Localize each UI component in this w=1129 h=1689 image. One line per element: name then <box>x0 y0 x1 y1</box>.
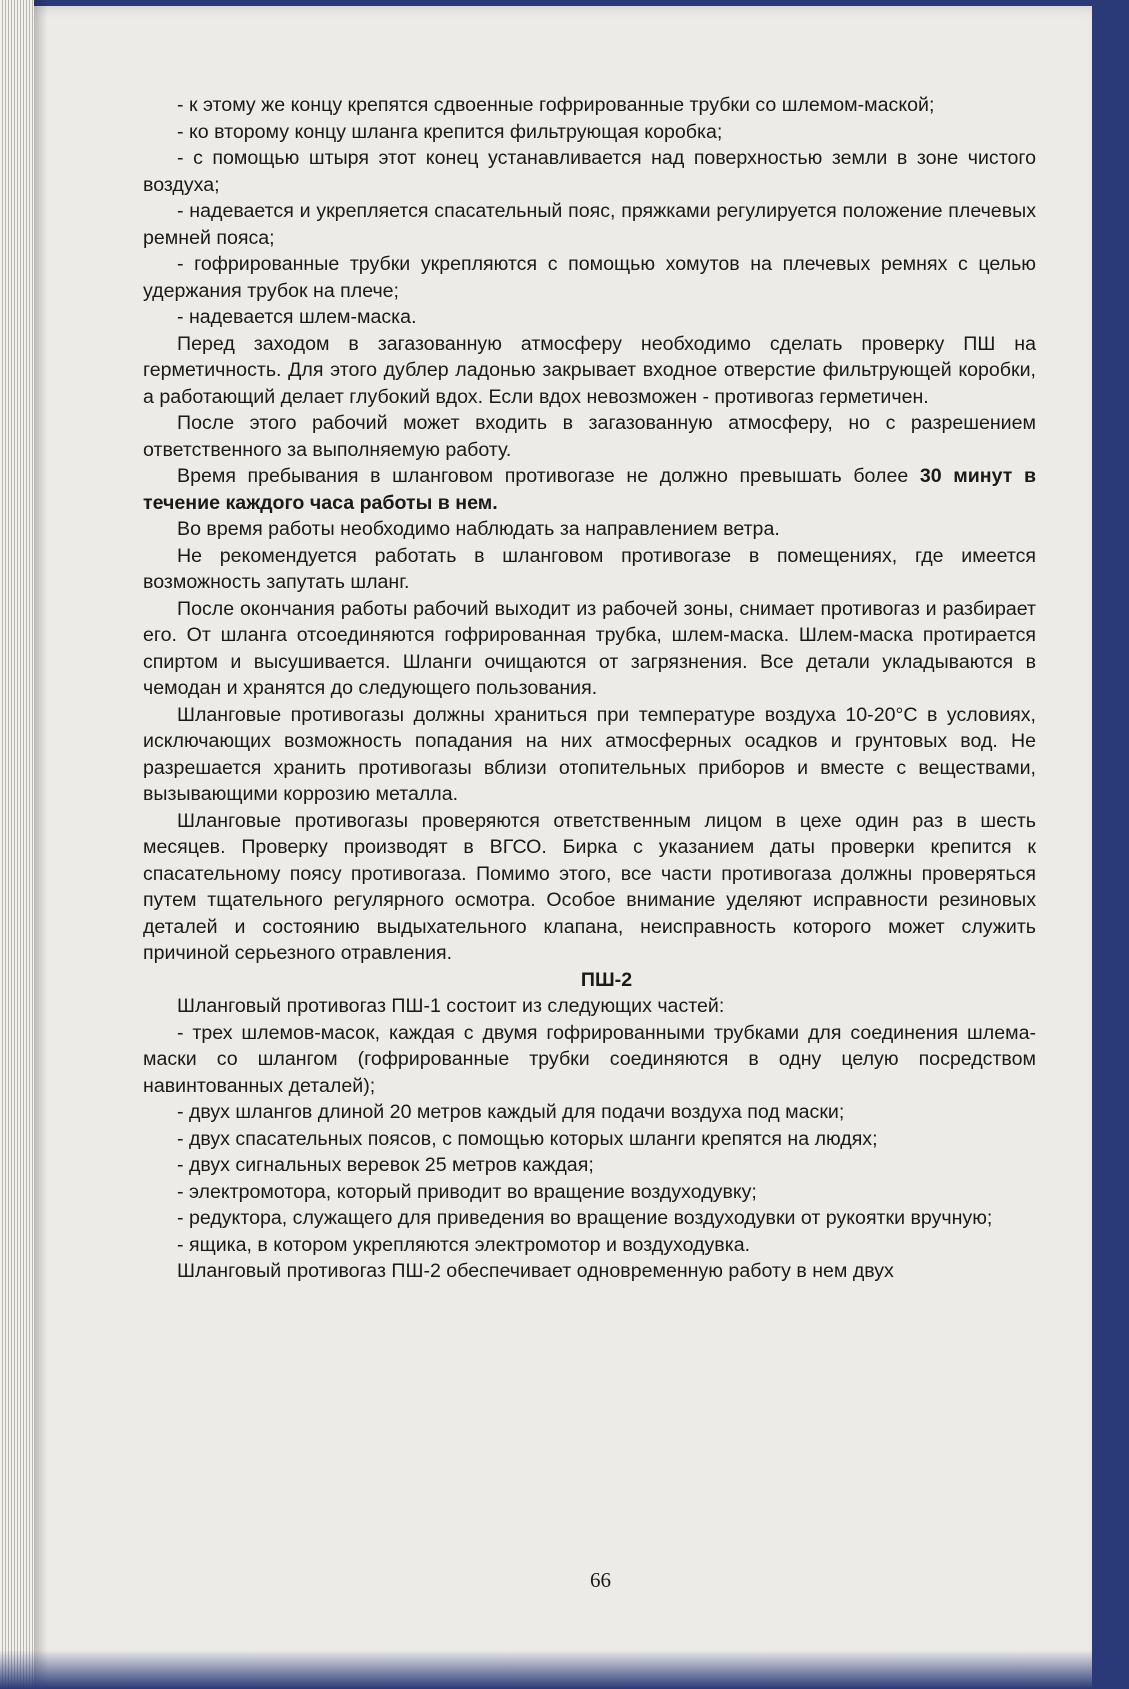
list-item: - ящика, в котором укрепляются электромотор и воздуходувка. <box>177 1233 751 1256</box>
list-item: - двух шлангов длиной 20 метров каждый для подачи воздуха под маски; <box>177 1101 845 1123</box>
page-edges <box>0 0 34 1689</box>
paragraph: - надевается и укрепляется спасательный пояс, пряжками регулируется положение плечевых ремней пояса; <box>143 200 1036 249</box>
page-number: 66 <box>590 1568 611 1592</box>
paragraph: - гофрированные трубки укрепляются с помощью хомутов на плечевых ремнях с целью удержания трубок на плече; <box>143 253 1036 302</box>
time-limit-bold: 30 минут в течение каждого часа работы в нем. <box>143 465 1036 514</box>
list-item: - редуктора, служащего для приведения во вращение воздуходувки от рукоятки вручную; <box>177 1207 993 1229</box>
scan-background <box>0 1650 1129 1689</box>
list-item: - трех шлемов-масок, каждая с двумя гофрированными трубками для соединения шлема-маски со шлангом (гофрированные трубки соединяются в одну целую посредством навинтованных деталей); <box>143 1021 1036 1097</box>
paragraph: - с помощью штыря этот конец устанавливается над поверхностью земли в зоне чистого воздуха; <box>143 147 1036 196</box>
paragraph: Шланговый противогаз ПШ-2 обеспечивает одновременную работу в нем двух <box>177 1260 894 1282</box>
paragraph: После окончания работы рабочий выходит из рабочей зоны, снимает противогаз и разбирает его. От шланга отсоединяются гофрированная трубка, шлем-маска. Шлем-маска протирается спиртом и высушивается. Шланги очищаются от загрязнения. Все детали укладываются в чемодан и хранятся до следующего пользования. <box>143 597 1036 699</box>
paragraph: - надевается шлем-маска. <box>177 306 417 328</box>
paragraph: Шланговый противогаз ПШ-1 состоит из следующих частей: <box>177 995 725 1017</box>
time-limit-lead: Время пребывания в шланговом противогазе не должно превышать более <box>177 465 920 487</box>
paragraph: - к этому же концу крепятся сдвоенные гофрированные трубки со шлемом-маской; <box>177 94 935 116</box>
paragraph: Шланговые противогазы проверяются ответственным лицом в цехе один раз в шесть месяцев. Проверку производят в ВГСО. Бирка с указанием даты проверки крепится к спасательному поясу противогаза. Помимо этого, все части противогаза должны проверяться путем тщательного регулярного осмотра. Особое внимание уделяют исправности резиновых деталей и состоянию выдыхательного клапана, неисправность которого может служить причиной серьезного отравления. <box>143 809 1036 964</box>
paragraph: Во время работы необходимо наблюдать за направлением ветра. <box>177 518 780 540</box>
paragraph: Не рекомендуется работать в шланговом противогазе в помещениях, где имеется возможность запутать шланг. <box>143 544 1036 593</box>
paragraph: Шланговые противогазы должны храниться при температуре воздуха 10-20°С в условиях, исключающих возможность попадания на них атмосферных осадков и грунтовых вод. Не разрешается хранить противогазы вблизи отопительных приборов и вместе с веществами, вызывающими коррозию металла. <box>143 703 1036 805</box>
text-block <box>143 92 1036 1285</box>
list-item: - двух сигнальных веревок 25 метров каждая; <box>177 1154 594 1176</box>
paragraph: После этого рабочий может входить в загазованную атмосферу, но с разрешением ответственного за выполняемую работу. <box>143 412 1036 461</box>
list-item: - двух спасательных поясов, с помощью которых шланги крепятся на людях; <box>177 1127 878 1150</box>
section-heading: ПШ-2 <box>580 968 633 991</box>
paragraph: Перед заходом в загазованную атмосферу необходимо сделать проверку ПШ на герметичность. Для этого дублер ладонью закрывает входное отверстие фильтрующей коробки, а работающий делает глубокий вдох. Если вдох невозможен - противогаз герметичен. <box>143 332 1036 408</box>
paragraph: - ко второму концу шланга крепится фильтрующая коробка; <box>177 120 723 143</box>
binding-shadow <box>34 0 48 1689</box>
time-limit-paragraph <box>143 463 1036 516</box>
list-item: - электромотора, который приводит во вращение воздуходувку; <box>177 1180 757 1203</box>
